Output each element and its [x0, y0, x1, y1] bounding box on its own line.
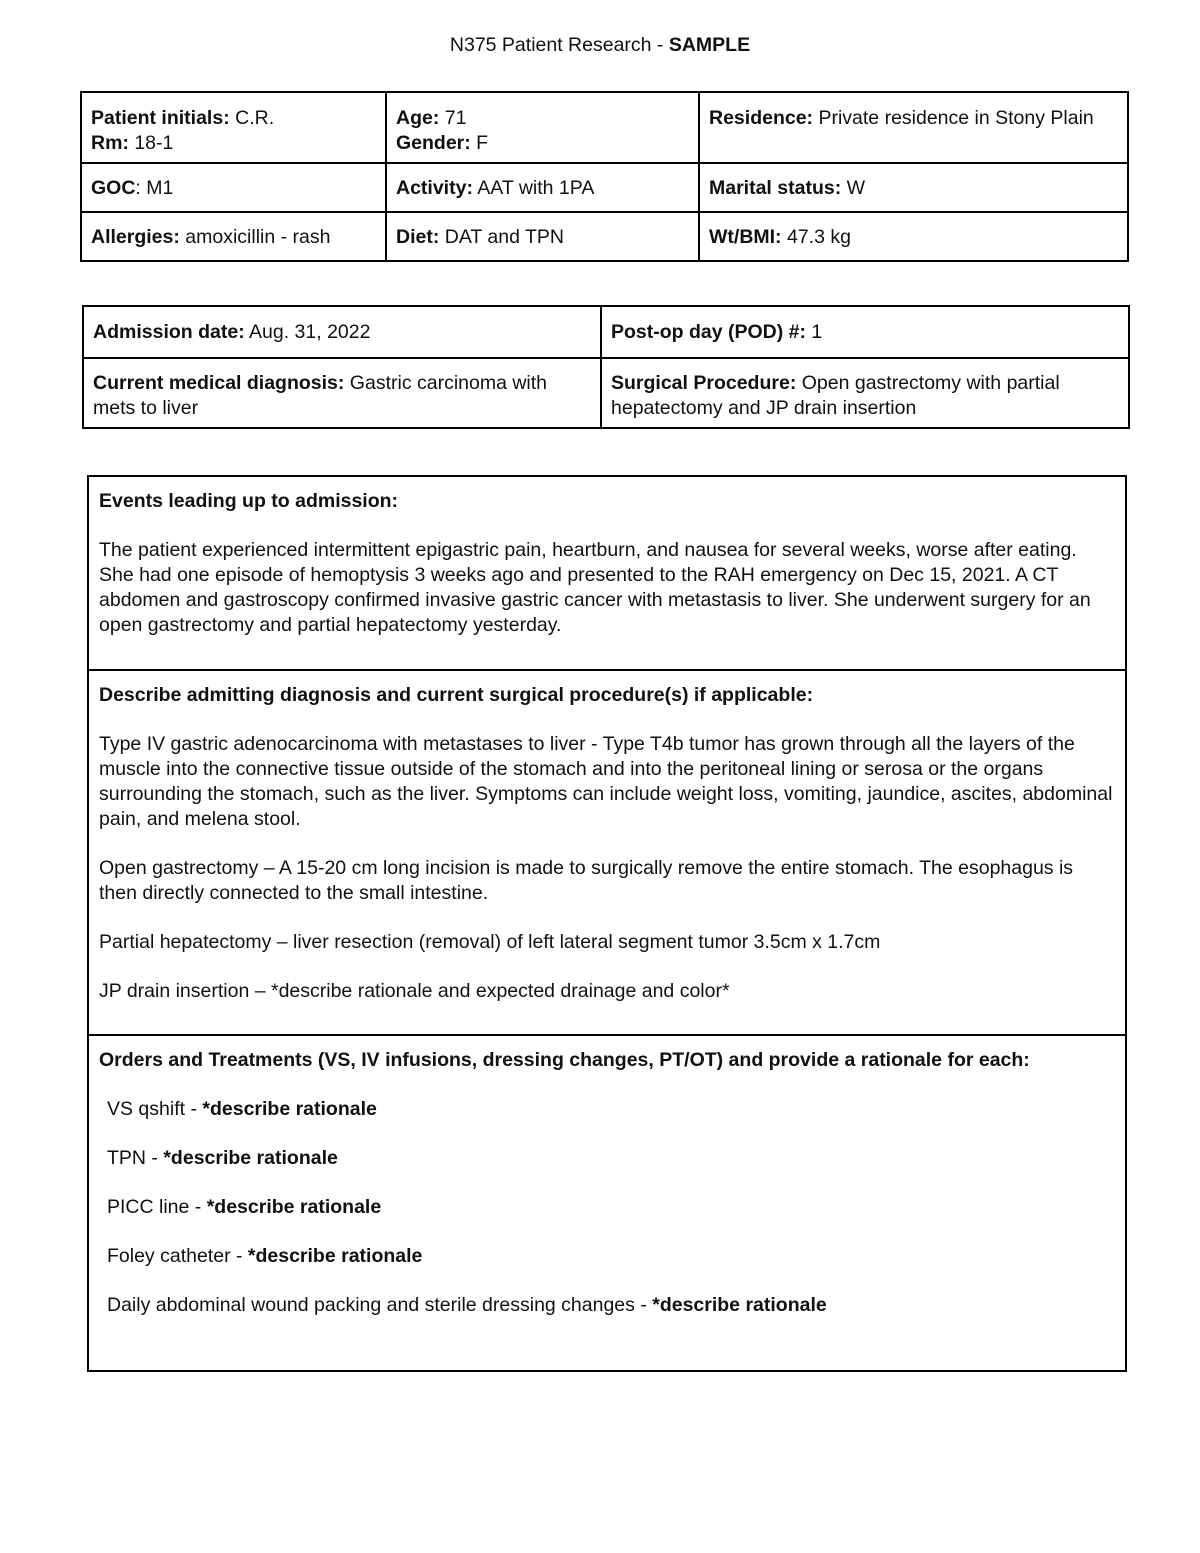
goc-cell [81, 163, 386, 212]
diagnosis-cell [83, 358, 601, 428]
patient-info-table [80, 91, 1129, 262]
patient-initials-cell [81, 92, 386, 163]
surgical-procedure-value: Open gastrectomy with partial hepatectomy and JP drain insertion [611, 372, 1060, 419]
weight-bmi-cell [699, 212, 1128, 261]
marital-status-value: W [841, 177, 866, 199]
activity-label: Activity: [396, 177, 473, 199]
weight-bmi-label: Wt/BMI: [709, 226, 782, 248]
diagnosis-description-cell [88, 670, 1126, 1035]
postop-day-value: 1 [806, 321, 823, 343]
marital-status-cell [699, 163, 1128, 212]
allergies-value: amoxicillin - rash [179, 226, 331, 248]
diagnosis-paragraph: Open gastrectomy – A 15-20 cm long incision is made to surgically remove the entire stomach. The esophagus is then directly connected to the small intestine. [99, 857, 1074, 904]
weight-bmi-value: 47.3 kg [781, 226, 851, 248]
diagnosis-heading: Describe admitting diagnosis and current surgical procedure(s) if applicable: [99, 684, 814, 706]
residence-value: Private residence in Stony Plain [813, 107, 1094, 129]
residence-cell [699, 92, 1128, 163]
patient-initials-value: C.R. [229, 107, 275, 129]
order-item-text: PICC line - [107, 1196, 207, 1218]
activity-cell [386, 163, 699, 212]
order-item-text: TPN - [107, 1147, 164, 1169]
orders-cell [88, 1035, 1126, 1371]
order-item-text: VS qshift - [107, 1098, 203, 1120]
order-item-rationale: *describe rationale [163, 1147, 338, 1169]
patient-table-row [81, 163, 1128, 212]
residence-label: Residence: [709, 107, 814, 129]
admission-date-value: Aug. 31, 2022 [244, 321, 371, 343]
goc-value: : M1 [135, 177, 174, 199]
allergies-label: Allergies: [91, 226, 180, 248]
gender-label: Gender: [396, 132, 471, 154]
order-item [107, 1244, 1115, 1269]
diagnosis-row [88, 670, 1126, 1035]
order-item-rationale: *describe rationale [652, 1294, 827, 1316]
admission-table-row [83, 358, 1129, 428]
age-gender-cell [386, 92, 699, 163]
order-item-rationale: *describe rationale [247, 1245, 423, 1267]
diet-label: Diet: [396, 226, 440, 248]
events-cell [88, 476, 1126, 670]
page-title-sample: SAMPLE [668, 34, 751, 56]
events-row [88, 476, 1126, 670]
room-value: 18-1 [128, 132, 174, 154]
diagnosis-paragraph: Type IV gastric adenocarcinoma with metastases to liver - Type T4b tumor has grown through all the layers of the muscle into the connective tissue outside of the stomach and into the peritoneal lining or serosa or the organs surrounding the stomach, such as the liver. Symptoms can include weight loss, vomiting, jaundice, ascites, abdominal pain, and melena stool. [99, 733, 1113, 830]
activity-value: AAT with 1PA [472, 177, 595, 199]
allergies-cell [81, 212, 386, 261]
gender-value: F [470, 132, 489, 154]
room-label: Rm: [91, 132, 129, 154]
order-item-rationale: *describe rationale [202, 1098, 377, 1120]
age-label: Age: [396, 107, 440, 129]
orders-heading: Orders and Treatments (VS, IV infusions, dressing changes, PT/OT) and provide a rationale for each: [99, 1049, 1030, 1071]
surgical-procedure-label: Surgical Procedure: [611, 372, 797, 394]
marital-status-label: Marital status: [709, 177, 842, 199]
surgical-procedure-cell [601, 358, 1129, 428]
order-item [107, 1097, 1115, 1122]
page-title [0, 33, 1200, 57]
narrative-table [87, 475, 1127, 1372]
order-item-rationale: *describe rationale [206, 1196, 382, 1218]
patient-initials-label: Patient initials: [91, 107, 230, 129]
order-item-text: Foley catheter - [107, 1245, 248, 1267]
diagnosis-paragraph: JP drain insertion – *describe rationale and expected drainage and color* [99, 980, 730, 1002]
order-item [107, 1195, 1115, 1220]
postop-day-cell [601, 306, 1129, 358]
admission-info-table [82, 305, 1130, 429]
order-item [107, 1146, 1115, 1171]
patient-table-row [81, 212, 1128, 261]
admission-date-label: Admission date: [93, 321, 245, 343]
page-title-text: N375 Patient Research - [449, 34, 669, 56]
diagnosis-paragraph: Partial hepatectomy – liver resection (removal) of left lateral segment tumor 3.5cm x 1.7cm [99, 931, 881, 953]
diet-cell [386, 212, 699, 261]
events-heading: Events leading up to admission: [99, 490, 399, 512]
diagnosis-label: Current medical diagnosis: [93, 372, 345, 394]
admission-table-row [83, 306, 1129, 358]
orders-row [88, 1035, 1126, 1371]
goc-label: GOC [91, 177, 136, 199]
diet-value: DAT and TPN [439, 226, 564, 248]
order-item [107, 1293, 1115, 1318]
events-body: The patient experienced intermittent epigastric pain, heartburn, and nausea for several weeks, worse after eating. She had one episode of hemoptysis 3 weeks ago and presented to the RAH emergency on Dec 15, 2021. A CT abdomen and gastroscopy confirmed invasive gastric cancer with metastasis to liver. She underwent surgery for an open gastrectomy and partial hepatectomy yesterday. [99, 539, 1091, 636]
patient-table-row [81, 92, 1128, 163]
order-item-text: Daily abdominal wound packing and sterile dressing changes - [107, 1294, 653, 1316]
age-value: 71 [439, 107, 467, 129]
diagnosis-value: Gastric carcinoma with mets to liver [93, 372, 548, 419]
admission-date-cell [83, 306, 601, 358]
postop-day-label: Post-op day (POD) #: [611, 321, 807, 343]
